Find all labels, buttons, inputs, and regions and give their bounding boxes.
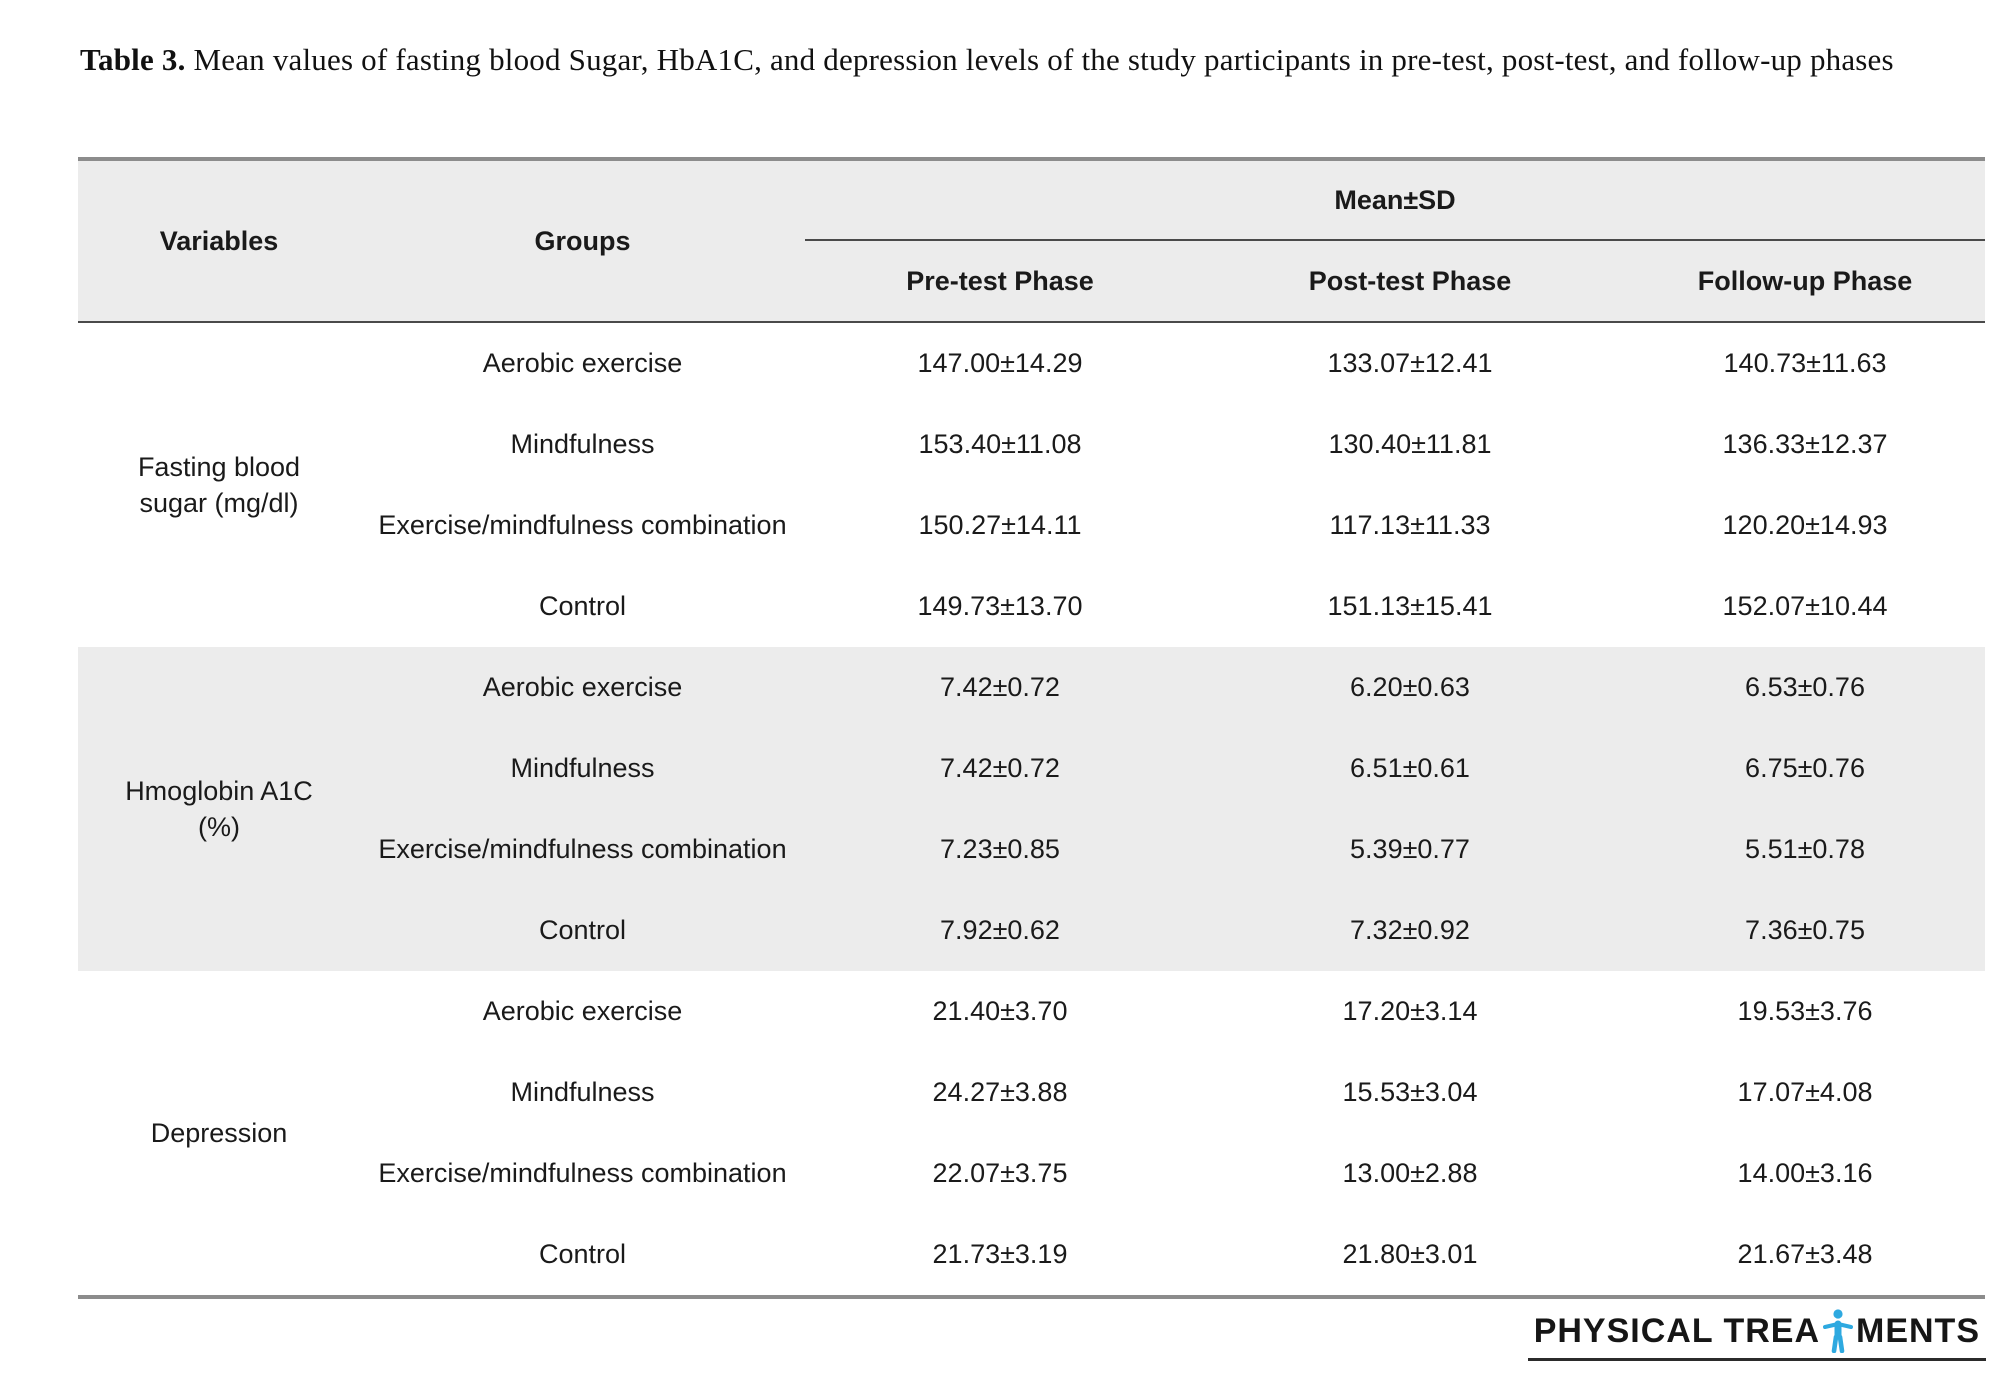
table-row xyxy=(78,1133,1985,1214)
table-caption-text: Mean values of fasting blood Sugar, HbA1C, and depression levels of the study participants in pre-test, post-test, and follow-up phases xyxy=(185,42,1894,77)
value-cell: 6.20±0.63 xyxy=(1195,647,1625,728)
column-header-pretest-phase: Pre-test Phase xyxy=(805,241,1195,323)
column-header-groups: Groups xyxy=(360,161,805,323)
variable-label-fasting-blood-sugar xyxy=(78,323,360,647)
value-cell: 17.20±3.14 xyxy=(1342,996,1478,1026)
value-cell: 7.32±0.92 xyxy=(1195,890,1625,971)
group-cell: Aerobic exercise xyxy=(482,348,683,378)
value-cell: 7.92±0.62 xyxy=(805,890,1195,971)
logo-text-right: MENTS xyxy=(1856,1311,1980,1350)
data-table xyxy=(78,157,1985,1299)
value-cell: 6.51±0.61 xyxy=(1195,728,1625,809)
section-hemoglobin-a1c xyxy=(78,647,1985,971)
value-cell: 21.80±3.01 xyxy=(1342,1239,1478,1269)
group-cell: Control xyxy=(538,591,627,621)
section-fasting-blood-sugar xyxy=(78,323,1985,647)
group-cell: Control xyxy=(538,1239,627,1269)
value-cell: 22.07±3.75 xyxy=(932,1158,1068,1188)
value-cell: 117.13±11.33 xyxy=(1329,510,1491,540)
table-row xyxy=(78,404,1985,485)
value-cell: 6.75±0.76 xyxy=(1625,728,1985,809)
variable-line: Depression xyxy=(150,1118,288,1148)
variable-line: Hmoglobin A1C xyxy=(125,776,313,806)
value-cell: 140.73±11.63 xyxy=(1723,348,1887,378)
group-cell: Mindfulness xyxy=(510,429,655,459)
group-cell: Control xyxy=(360,890,805,971)
value-cell: 153.40±11.08 xyxy=(918,429,1082,459)
value-cell: 13.00±2.88 xyxy=(1342,1158,1478,1188)
table-row xyxy=(78,566,1985,647)
table-row xyxy=(78,971,1985,1052)
table-row xyxy=(78,890,1985,971)
value-cell: 17.07±4.08 xyxy=(1737,1077,1873,1107)
value-cell: 152.07±10.44 xyxy=(1722,591,1888,621)
table-row xyxy=(78,728,1985,809)
variable-label-hemoglobin-a1c xyxy=(78,647,360,971)
section-depression xyxy=(78,971,1985,1295)
value-cell: 21.73±3.19 xyxy=(932,1239,1068,1269)
value-cell: 150.27±14.11 xyxy=(918,510,1082,540)
table-row xyxy=(78,647,1985,728)
header-row-top xyxy=(78,161,1985,241)
group-cell: Mindfulness xyxy=(510,1077,655,1107)
value-cell: 5.51±0.78 xyxy=(1625,809,1985,890)
table-row xyxy=(78,1052,1985,1133)
table-row xyxy=(78,485,1985,566)
value-cell: 7.42±0.72 xyxy=(805,647,1195,728)
variable-line: sugar (mg/dl) xyxy=(139,488,299,518)
physical-treatments-logo xyxy=(1528,1309,1986,1361)
variable-line: Fasting blood xyxy=(137,452,301,482)
value-cell: 151.13±15.41 xyxy=(1327,591,1493,621)
value-cell: 21.40±3.70 xyxy=(932,996,1068,1026)
value-cell: 24.27±3.88 xyxy=(932,1077,1068,1107)
value-cell: 120.20±14.93 xyxy=(1722,510,1888,540)
value-cell: 147.00±14.29 xyxy=(917,348,1083,378)
logo-text-left: PHYSICAL TREA xyxy=(1533,1311,1820,1350)
variable-line: (%) xyxy=(198,812,240,842)
variable-label-depression xyxy=(78,971,360,1295)
value-cell: 133.07±12.41 xyxy=(1327,348,1493,378)
column-header-followup-phase: Follow-up Phase xyxy=(1625,241,1985,323)
group-cell: Exercise/mindfulness combination xyxy=(378,510,787,540)
column-header-mean-sd: Mean±SD xyxy=(805,161,1985,241)
group-cell: Exercise/mindfulness combination xyxy=(360,809,805,890)
value-cell: 7.23±0.85 xyxy=(805,809,1195,890)
value-cell: 7.42±0.72 xyxy=(805,728,1195,809)
group-cell: Exercise/mindfulness combination xyxy=(378,1158,787,1188)
value-cell: 14.00±3.16 xyxy=(1737,1158,1873,1188)
value-cell: 19.53±3.76 xyxy=(1737,996,1873,1026)
table-header xyxy=(78,161,1985,323)
person-icon xyxy=(1823,1309,1853,1353)
table-caption xyxy=(80,36,1985,84)
value-cell: 6.53±0.76 xyxy=(1625,647,1985,728)
table-row xyxy=(78,323,1985,404)
table-row xyxy=(78,1214,1985,1295)
column-header-posttest-phase: Post-test Phase xyxy=(1195,241,1625,323)
group-cell: Aerobic exercise xyxy=(360,647,805,728)
table-row xyxy=(78,809,1985,890)
value-cell: 21.67±3.48 xyxy=(1737,1239,1873,1269)
value-cell: 136.33±12.37 xyxy=(1722,429,1888,459)
value-cell: 130.40±11.81 xyxy=(1328,429,1492,459)
value-cell: 5.39±0.77 xyxy=(1195,809,1625,890)
value-cell: 15.53±3.04 xyxy=(1342,1077,1478,1107)
group-cell: Aerobic exercise xyxy=(482,996,683,1026)
column-header-variables: Variables xyxy=(78,161,360,323)
table-caption-label: Table 3. xyxy=(80,42,186,77)
value-cell: 7.36±0.75 xyxy=(1625,890,1985,971)
group-cell: Mindfulness xyxy=(360,728,805,809)
value-cell: 149.73±13.70 xyxy=(917,591,1083,621)
